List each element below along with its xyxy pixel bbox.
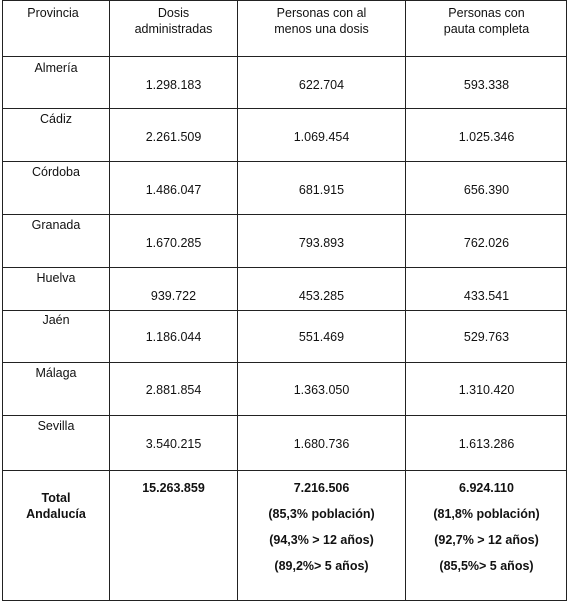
- province-name: Córdoba: [32, 165, 80, 179]
- una-dosis-value: 681.915: [298, 183, 345, 197]
- header-dosis: [110, 5, 237, 37]
- dosis-value: 2.261.509: [145, 130, 202, 144]
- header-provincia: Provincia: [27, 6, 79, 20]
- dosis-value: 3.540.215: [145, 437, 202, 451]
- total-una-dosis-poblacion: (85,3% población): [268, 507, 375, 521]
- row-divider: [3, 161, 566, 162]
- province-name: Sevilla: [37, 419, 75, 433]
- province-name: Huelva: [36, 271, 76, 285]
- row-divider: [3, 108, 566, 109]
- pauta-value: 762.026: [463, 236, 510, 250]
- dosis-value: 1.486.047: [145, 183, 202, 197]
- dosis-value: 1.298.183: [145, 78, 202, 92]
- una-dosis-value: 551.469: [298, 330, 345, 344]
- total-label-line2: Andalucía: [26, 507, 86, 521]
- total-dosis-value: 15.263.859: [142, 481, 205, 495]
- una-dosis-value: 1.680.736: [293, 437, 350, 451]
- vaccination-table: [2, 0, 567, 601]
- pauta-value: 529.763: [463, 330, 510, 344]
- row-divider: [3, 56, 566, 57]
- header-una-dosis-line2: menos una dosis: [274, 22, 369, 36]
- header-dosis-line2: administradas: [134, 22, 213, 36]
- una-dosis-value: 1.069.454: [293, 130, 350, 144]
- total-pauta-12: (92,7% > 12 años): [434, 533, 539, 547]
- header-dosis-line1: Dosis: [157, 6, 190, 20]
- row-divider: [3, 362, 566, 363]
- total-una-dosis-12: (94,3% > 12 años): [269, 533, 374, 547]
- pauta-value: 1.310.420: [458, 383, 515, 397]
- una-dosis-value: 1.363.050: [293, 383, 350, 397]
- header-pauta-line1: Personas con: [448, 6, 525, 20]
- total-pauta-value: 6.924.110: [459, 481, 514, 495]
- header-pauta-line2: pauta completa: [443, 22, 530, 36]
- total-pauta: [406, 475, 567, 579]
- row-divider: [3, 310, 566, 311]
- pauta-value: 656.390: [463, 183, 510, 197]
- province-name: Málaga: [35, 366, 77, 380]
- total-una-dosis-5: (89,2%> 5 años): [274, 559, 369, 573]
- dosis-value: 2.881.854: [145, 383, 202, 397]
- total-pauta-poblacion: (81,8% población): [433, 507, 540, 521]
- total-pauta-5: (85,5%> 5 años): [439, 559, 534, 573]
- una-dosis-value: 622.704: [298, 78, 345, 92]
- total-una-dosis-value: 7.216.506: [293, 481, 350, 495]
- header-pauta: [406, 5, 567, 37]
- province-name: Cádiz: [40, 112, 72, 126]
- dosis-value: 939.722: [150, 289, 197, 303]
- total-label-line1: Total: [41, 491, 71, 505]
- province-name: Jaén: [42, 313, 70, 327]
- una-dosis-value: 793.893: [298, 236, 345, 250]
- pauta-value: 593.338: [463, 78, 510, 92]
- header-una-dosis-line1: Personas con al: [276, 6, 367, 20]
- province-name: Almería: [34, 61, 78, 75]
- province-name: Granada: [31, 218, 81, 232]
- total-una-dosis: [238, 475, 405, 579]
- row-divider: [3, 415, 566, 416]
- row-divider: [3, 267, 566, 268]
- row-divider: [3, 470, 566, 471]
- una-dosis-value: 453.285: [298, 289, 345, 303]
- pauta-value: 433.541: [463, 289, 510, 303]
- pauta-value: 1.613.286: [458, 437, 515, 451]
- pauta-value: 1.025.346: [458, 130, 515, 144]
- header-una-dosis: [238, 5, 405, 37]
- row-divider: [3, 214, 566, 215]
- dosis-value: 1.670.285: [145, 236, 202, 250]
- total-label: [3, 490, 109, 522]
- dosis-value: 1.186.044: [145, 330, 202, 344]
